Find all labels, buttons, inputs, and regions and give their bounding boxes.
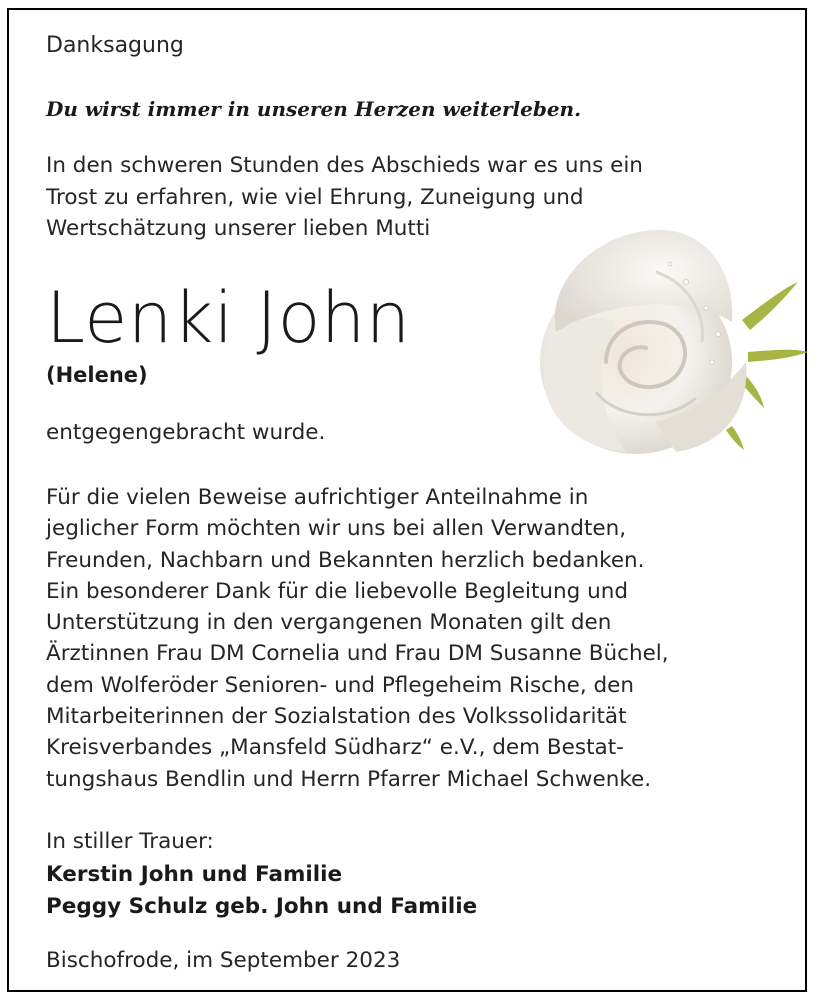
intro-line: Wertschätzung unserer lieben Mutti: [46, 216, 431, 241]
intro-line: In den schweren Stunden des Abschieds war es uns ein: [46, 153, 643, 178]
thanks-line: Ein besonderer Dank für die liebevolle Begleitung und: [46, 578, 629, 604]
deceased-nickname: (Helene): [46, 363, 148, 387]
thanks-line: Mitarbeiterinnen der Sozialstation des Volkssolidarität: [46, 704, 627, 730]
thanks-line: Unterstützung in den vergangenen Monaten gilt den: [46, 610, 612, 636]
thanks-paragraph: [46, 482, 786, 795]
thanks-line: dem Wolferöder Senioren- und Pflegeheim Rische, den: [46, 672, 634, 698]
heading: Danksagung: [46, 33, 184, 58]
deceased-name: Lenki John: [46, 277, 411, 359]
intro-line: Trost zu erfahren, wie viel Ehrung, Zuneigung und: [46, 184, 584, 210]
place-date: Bischofrode, im September 2023: [46, 948, 401, 973]
thanks-line: Freunden, Nachbarn und Bekannten herzlich bedanken.: [46, 547, 645, 573]
mourning-label: In stiller Trauer:: [46, 829, 214, 854]
motto: Du wirst immer in unseren Herzen weiterleben.: [46, 97, 582, 121]
thanks-line: Für die vielen Beweise aufrichtiger Anteilnahme in: [46, 485, 589, 510]
thanks-line: Kreisverbandes „Mansfeld Südharz“ e.V., dem Bestat-: [46, 735, 624, 761]
thanks-line: jeglicher Form möchten wir uns bei allen Verwandten,: [46, 516, 627, 542]
mourners-list: [46, 859, 786, 922]
thanks-line: tungshaus Bendlin und Herrn Pfarrer Michael Schwenke.: [46, 766, 652, 792]
mourner-name: Kerstin John und Familie: [46, 862, 343, 887]
thanks-line: Ärztinnen Frau DM Cornelia und Frau DM Susanne Büchel,: [46, 641, 669, 667]
mourner-name: Peggy Schulz geb. John und Familie: [46, 893, 478, 919]
received-text: entgegengebracht wurde.: [46, 420, 326, 445]
